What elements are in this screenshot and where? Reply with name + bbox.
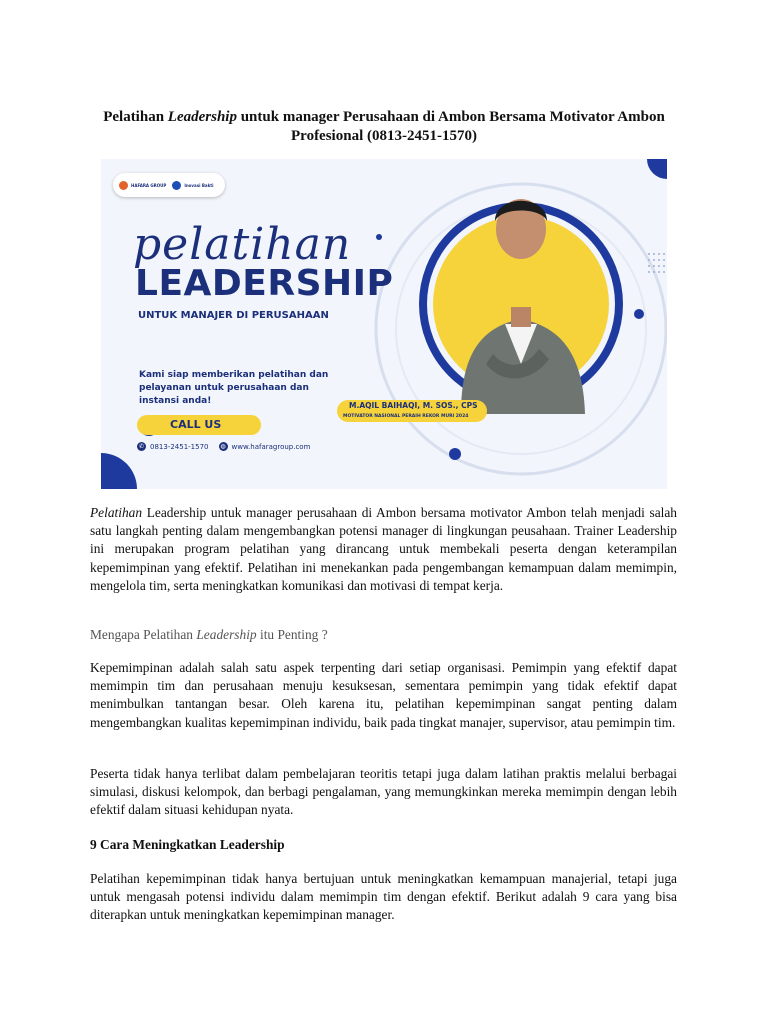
whatsapp-icon: ✆ (138, 443, 145, 450)
intro-emphasis: Pelatihan (90, 505, 143, 520)
banner-headline: LEADERSHIP (135, 263, 394, 304)
hafara-logo-text: HAFARA GROUP (131, 182, 167, 188)
intro-paragraph (90, 504, 677, 595)
paragraph-importance: Kepemimpinan adalah salah satu aspek terpenting dari setiap organisasi. Pemimpin yang efektif dapat memimpin tim dan perusahaan menuju kesuksesan, sementara pemimpin yang tidak efektif dapat menimbulkan tantangan besar. Oleh karena itu, pelatihan kepemimpinan sangat penting dalam mengembangkan kualitas kepemimpinan individu, baik pada tingkat manajer, supervisor, atau pemimpin tim. (90, 660, 677, 730)
inovasi-logo-text: Inovasi Bakti (184, 182, 214, 188)
banner-decoration (101, 159, 667, 489)
promo-banner (101, 159, 667, 489)
banner-script-word: pelatihan (133, 219, 352, 270)
person-title: MOTIVATOR NASIONAL PERAIH REKOR MURI 2024 (343, 414, 469, 419)
hafara-logo-icon (119, 181, 128, 190)
why-subheading (90, 627, 328, 643)
phone-contact[interactable] (137, 442, 209, 451)
title-text: Pelatihan (103, 109, 168, 125)
title-text-rest: untuk manager Perusahaan di Ambon Bersama Motivator Ambon Profesional (0813-2451-1570) (236, 109, 665, 144)
partner-logos (113, 173, 225, 197)
why-text-rest: itu Penting ? (256, 627, 328, 642)
banner-contacts (137, 442, 310, 451)
section-heading: 9 Cara Meningkatkan Leadership (90, 837, 285, 852)
globe-icon: ◍ (220, 443, 226, 450)
banner-pitch: Kami siap memberikan pelatihan dan pelayanan untuk perusahaan dan instansi anda! (139, 370, 329, 406)
paragraph-participants: Peserta tidak hanya terlibat dalam pembelajaran teoritis tetapi juga dalam latihan praktis melalui berbagai simulasi, diskusi kelompok, dan berbagi pengalaman, yang memungkinkan mereka memimpin dengan lebih efektif dalam situasi kehidupan nyata. (90, 766, 677, 818)
inovasi-logo (172, 181, 213, 190)
paragraph-ways: Pelatihan kepemimpinan tidak hanya bertujuan untuk meningkatkan kemampuan manajerial, tetapi juga untuk mengasah potensi individu dalam memimpin tim dengan efektif. Berikut adalah 9 cara yang bisa diterapkan untuk meningkatkan kepemimpinan manager. (90, 871, 677, 923)
why-text: Mengapa Pelatihan (90, 627, 197, 642)
website-text: www.hafaragroup.com (231, 442, 311, 451)
title-emphasis: Leadership (167, 109, 237, 125)
website-contact[interactable] (219, 442, 311, 451)
hafara-logo (119, 181, 166, 190)
person-name: M.AQIL BAIHAQI, M. SOS., CPS (349, 401, 478, 410)
inovasi-logo-icon (172, 181, 181, 190)
banner-subheadline: UNTUK MANAJER DI PERUSAHAAN (138, 310, 329, 321)
phone-text: 0813-2451-1570 (150, 442, 209, 451)
why-emphasis: Leadership (196, 627, 257, 642)
intro-text: Leadership untuk manager perusahaan di Ambon bersama motivator Ambon telah menjadi salah satu langkah penting dalam mengembangkan potensi manager di lingkungan peusahaan. Trainer Leadership ini merupakan program pelatihan yang dirancang untuk membekali peserta dengan keterampilan kepemimpinan yang efektif. Pelatihan ini menekankan pada pengembangan kemampuan dalam memimpin, mengelola tim, serta meningkatkan komunikasi dan motivasi di tempat kerja. (90, 505, 677, 593)
page-title (90, 108, 678, 146)
call-us-button[interactable]: CALL US (137, 415, 261, 435)
